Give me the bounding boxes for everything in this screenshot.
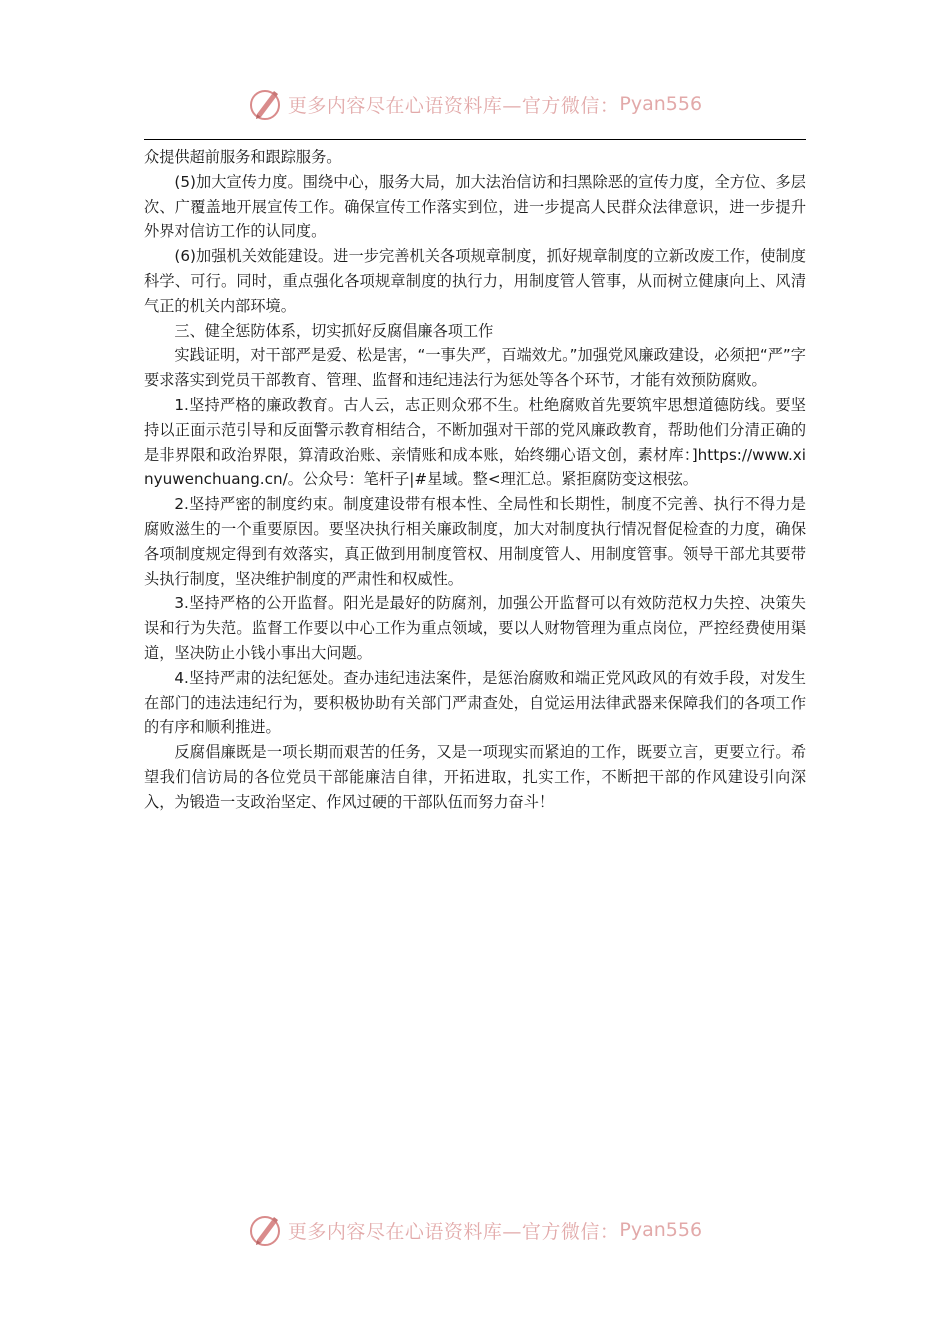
paragraph: (6)加强机关效能建设。进一步完善机关各项规章制度，抓好规章制度的立新改废工作，使制度科学、可行。同时，重点强化各项规章制度的执行力，用制度管人管事，从而树立健康向上、风清气正的机关内部环境。: [144, 247, 806, 315]
paragraph: (5)加大宣传力度。围绕中心，服务大局，加大法治信访和扫黑除恶的宣传力度，全方位、多层次、广覆盖地开展宣传工作。确保宣传工作落实到位，进一步提高人民群众法律意识，进一步提升外界对信访工作的认同度。: [144, 172, 806, 241]
pen-logo-icon: [248, 86, 284, 122]
watermark-handle: Pyan556: [619, 1219, 703, 1241]
paragraph: 4.坚持严肃的法纪惩处。查办违纪违法案件，是惩治腐败和端正党风政风的有效手段，对发生在部门的违法违纪行为，要积极协助有关部门严肃查处，自觉运用法律武器来保障我们的各项工作的有序和顺利推进。: [144, 668, 806, 737]
watermark-text: 更多内容尽在心语资料库—官方微信：: [287, 94, 620, 117]
header-watermark: [0, 84, 950, 124]
watermark-handle: Pyan556: [619, 93, 703, 115]
footer-watermark: [0, 1210, 950, 1250]
paragraph: 2.坚持严密的制度约束。制度建设带有根本性、全局性和长期性，制度不完善、执行不得力是腐败滋生的一个重要原因。要坚决执行相关廉政制度，加大对制度执行情况督促检查的力度，确保各项制度规定得到有效落实，真正做到用制度管权、用制度管人、用制度管事。领导干部尤其要带头执行制度，坚决维护制度的严肃性和权威性。: [144, 495, 806, 588]
paragraph: 实践证明，对干部严是爱、松是害，“一事失严，百端效尤。”加强党风廉政建设，必须把“严”字要求落实到党员干部教育、管理、监督和违纪违法行为惩处等各个环节，才能有效预防腐败。: [144, 346, 806, 390]
watermark-text: 更多内容尽在心语资料库—官方微信：: [287, 1220, 620, 1243]
paragraph: 1.坚持严格的廉政教育。古人云，志正则众邪不生。杜绝腐败首先要筑牢思想道德防线。要坚持以正面示范引导和反面警示教育相结合，不断加强对干部的党风廉政教育，帮助他们分清正确的是非界限和政治界限，算清政治账、亲情账和成本账，始终绷心语文创，素材库：]https://www.xinyuwenchuang.cn/。公众号：笔杆子|#星域。整<理汇总。紧拒腐防变这根弦。: [144, 395, 806, 489]
paragraph: 众提供超前服务和跟踪服务。: [144, 148, 342, 166]
header-divider: [144, 139, 806, 140]
pen-logo-icon: [248, 1212, 284, 1248]
paragraph: 反腐倡廉既是一项长期而艰苦的任务，又是一项现实而紧迫的工作，既要立言，更要立行。希望我们信访局的各位党员干部能廉洁自律，开拓进取，扎实工作，不断把干部的作风建设引向深入，为锻造一支政治坚定、作风过硬的干部队伍而努力奋斗！: [144, 743, 806, 811]
paragraph: 3.坚持严格的公开监督。阳光是最好的防腐剂，加强公开监督可以有效防范权力失控、决策失误和行为失范。监督工作要以中心工作为重点领域，要以人财物管理为重点岗位，严控经费使用渠道，坚决防止小钱小事出大问题。: [144, 594, 806, 662]
document-body: [144, 145, 806, 815]
section-heading: 三、健全惩防体系，切实抓好反腐倡廉各项工作: [174, 321, 494, 340]
